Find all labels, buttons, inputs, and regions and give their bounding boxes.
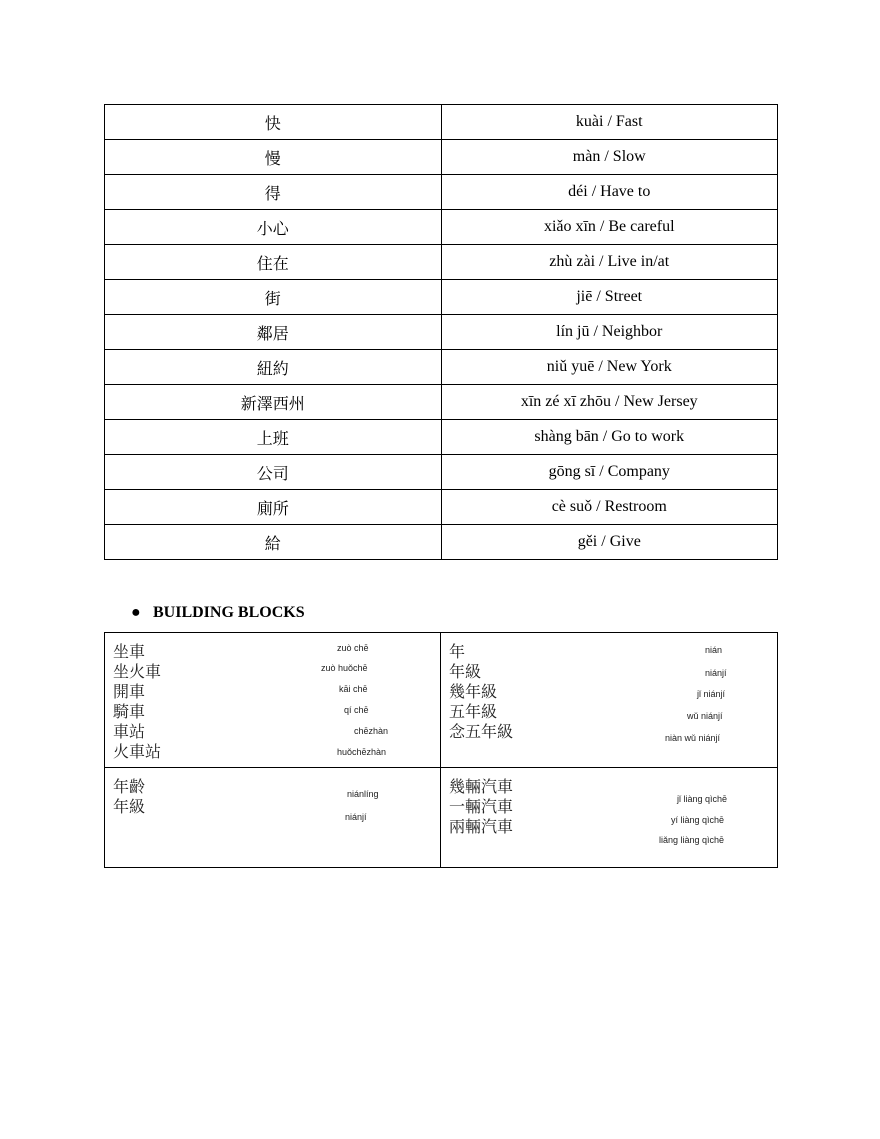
meaning-cell: màn / Slow [441, 140, 778, 175]
table-row [105, 350, 778, 385]
pinyin-label: niánjí [345, 812, 367, 822]
hanzi-term: 五年級 [449, 702, 498, 721]
table-row [105, 175, 778, 210]
hanzi-term: 幾年級 [449, 682, 498, 701]
hanzi-term: 兩輛汽車 [449, 817, 514, 836]
hanzi-term: 念五年級 [449, 722, 514, 741]
hanzi-term: 年齡 [113, 777, 146, 796]
meaning-cell: xiǎo xīn / Be careful [441, 210, 778, 245]
meaning-cell: déi / Have to [441, 175, 778, 210]
pinyin-label: zuò chē [337, 643, 369, 653]
hanzi-term: 火車站 [113, 742, 162, 761]
hanzi-term: 年級 [449, 662, 482, 681]
meaning-cell: gěi / Give [441, 525, 778, 560]
pinyin-label: wǔ niánjí [687, 711, 723, 721]
table-row [105, 315, 778, 350]
hanzi-cell: 小心 [105, 210, 442, 245]
pinyin-label: niánjí [705, 668, 727, 678]
hanzi-cell: 街 [105, 280, 442, 315]
block-cell [441, 768, 777, 867]
pinyin-label: kāi chē [339, 684, 368, 694]
hanzi-term: 一輛汽車 [449, 797, 514, 816]
meaning-cell: jiē / Street [441, 280, 778, 315]
table-row [105, 420, 778, 455]
block-cell [441, 633, 777, 768]
hanzi-term: 年 [449, 642, 466, 661]
hanzi-cell: 得 [105, 175, 442, 210]
meaning-cell: zhù zài / Live in/at [441, 245, 778, 280]
hanzi-term: 開車 [113, 682, 146, 701]
hanzi-cell: 新澤西州 [105, 385, 442, 420]
hanzi-term: 年級 [113, 797, 146, 816]
hanzi-cell: 給 [105, 525, 442, 560]
hanzi-cell: 鄰居 [105, 315, 442, 350]
pinyin-label: niánlíng [347, 789, 379, 799]
hanzi-cell: 住在 [105, 245, 442, 280]
block-cell [105, 633, 441, 768]
hanzi-term: 車站 [113, 722, 146, 741]
vocabulary-table [104, 104, 778, 560]
table-row [105, 525, 778, 560]
table-row [105, 455, 778, 490]
table-row [105, 140, 778, 175]
table-row [105, 280, 778, 315]
table-row [105, 385, 778, 420]
meaning-cell: kuài / Fast [441, 105, 778, 140]
table-row [105, 245, 778, 280]
meaning-cell: gōng sī / Company [441, 455, 778, 490]
pinyin-label: nián [705, 645, 723, 655]
pinyin-label: qí chē [344, 705, 369, 715]
pinyin-label: huǒchēzhàn [337, 747, 387, 757]
pinyin-label: zuò huǒchē [321, 663, 368, 673]
pinyin-label: niàn wǔ niánjí [665, 733, 721, 743]
hanzi-cell: 紐約 [105, 350, 442, 385]
meaning-cell: cè suǒ / Restroom [441, 490, 778, 525]
hanzi-term: 騎車 [113, 702, 146, 721]
building-blocks-heading [131, 604, 305, 622]
meaning-cell: lín jū / Neighbor [441, 315, 778, 350]
hanzi-cell: 慢 [105, 140, 442, 175]
meaning-cell: xīn zé xī zhōu / New Jersey [441, 385, 778, 420]
building-blocks-table [104, 632, 778, 868]
pinyin-label: chēzhàn [354, 726, 389, 736]
heading-text: BUILDING BLOCKS [153, 604, 305, 621]
hanzi-term: 幾輛汽車 [449, 777, 514, 796]
table-row [105, 490, 778, 525]
bullet: ● [131, 604, 141, 621]
hanzi-term: 坐火車 [113, 662, 162, 681]
block-cell [105, 768, 441, 867]
hanzi-term: 坐車 [113, 642, 146, 661]
hanzi-cell: 快 [105, 105, 442, 140]
hanzi-cell: 廁所 [105, 490, 442, 525]
pinyin-label: jǐ liàng qìchē [677, 794, 728, 804]
table-row [105, 210, 778, 245]
hanzi-cell: 公司 [105, 455, 442, 490]
meaning-cell: niǔ yuē / New York [441, 350, 778, 385]
meaning-cell: shàng bān / Go to work [441, 420, 778, 455]
pinyin-label: jǐ niánjí [697, 689, 726, 699]
pinyin-label: liǎng liàng qìchē [659, 835, 725, 845]
hanzi-cell: 上班 [105, 420, 442, 455]
table-row [105, 105, 778, 140]
pinyin-label: yí liàng qìchē [671, 815, 725, 825]
